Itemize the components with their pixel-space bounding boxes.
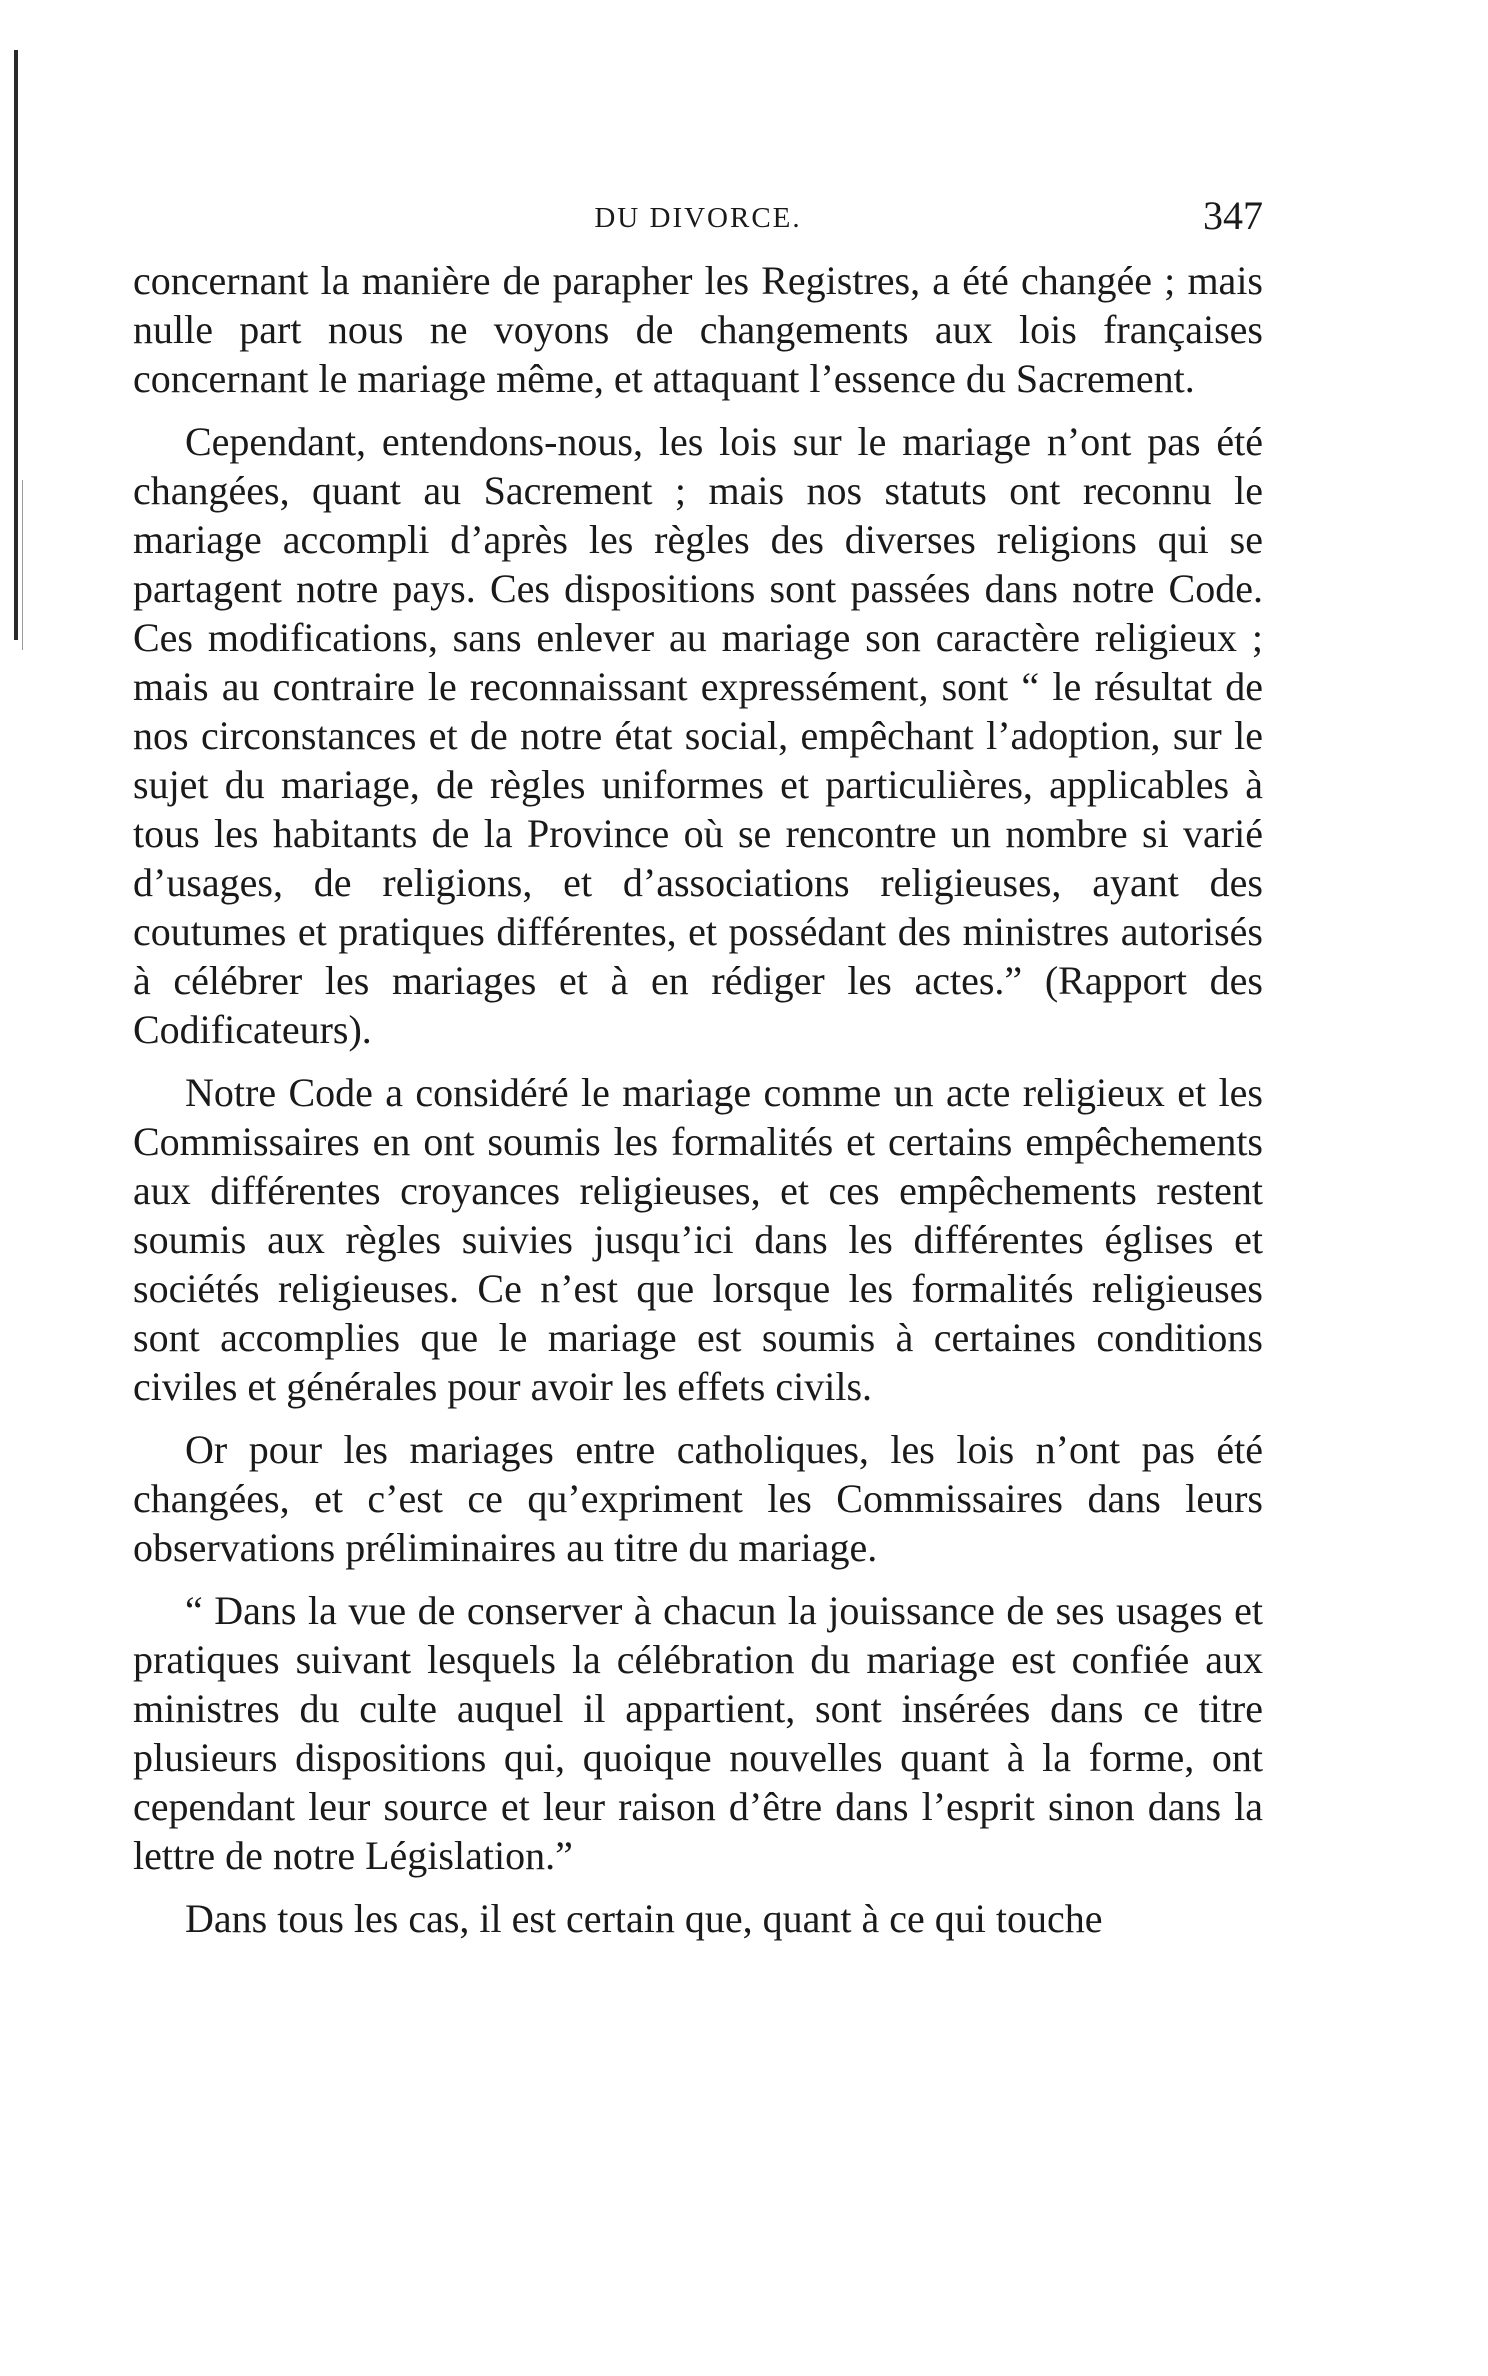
- paragraph: Notre Code a considéré le mariage comme un acte religieux et les Commissaires en ont soumis les formalités et certains empêchements aux différentes croyances religieuses, et ces empêchements restent soumis aux règles suivies jusqu’ici dans les différentes églises et sociétés religieuses. Ce n’est que lorsque les formalités religieuses sont accomplies que le mariage est soumis à certaines conditions civiles et générales pour avoir les effets civils.: [133, 1070, 1263, 1409]
- body-text: [133, 256, 1263, 1943]
- running-head: [133, 190, 1263, 246]
- scan-edge-shadow: [22, 480, 23, 650]
- paragraph: Or pour les mariages entre catholiques, les lois n’ont pas été changées, et c’est ce qu’expriment les Commissaires dans leurs observations préliminaires au titre du mariage.: [133, 1427, 1263, 1570]
- book-page: [133, 190, 1263, 1957]
- running-title: DU DIVORCE.: [594, 202, 802, 234]
- scan-edge-mark: [14, 50, 18, 640]
- paragraph: Cependant, entendons-nous, les lois sur le mariage n’ont pas été changées, quant au Sacrement ; mais nos statuts ont reconnu le mariage accompli d’après les règles des diverses religions qui se partagent notre pays. Ces dispositions sont passées dans notre Code. Ces modifications, sans enlever au mariage son caractère religieux ; mais au contraire le reconnaissant expressément, sont “ le résultat de nos circonstances et de notre état social, empêchant l’adoption, sur le sujet du mariage, de règles uniformes et particulières, applicables à tous les habitants de la Province où se rencontre un nombre si varié d’usages, de religions, et d’associations religieuses, ayant des coutumes et pratiques différentes, et possédant des ministres autorisés à célébrer les mariages et à en rédiger les actes.” (Rapport des Codificateurs).: [133, 419, 1263, 1052]
- page-number: 347: [1203, 193, 1263, 238]
- quotation-paragraph: “ Dans la vue de conserver à chacun la jouissance de ses usages et pratiques suivant lesquels la célébration du mariage est confiée aux ministres du culte auquel il appartient, sont insérées dans ce titre plusieurs dispositions qui, quoique nouvelles quant à la forme, ont cependant leur source et leur raison d’être dans l’esprit sinon dans la lettre de notre Législation.”: [133, 1588, 1263, 1878]
- paragraph-continuation: concernant la manière de parapher les Registres, a été changée ; mais nulle part nous ne voyons de changements aux lois françaises concernant le mariage même, et attaquant l’essence du Sacrement.: [133, 258, 1263, 401]
- paragraph: Dans tous les cas, il est certain que, quant à ce qui touche: [185, 1896, 1103, 1941]
